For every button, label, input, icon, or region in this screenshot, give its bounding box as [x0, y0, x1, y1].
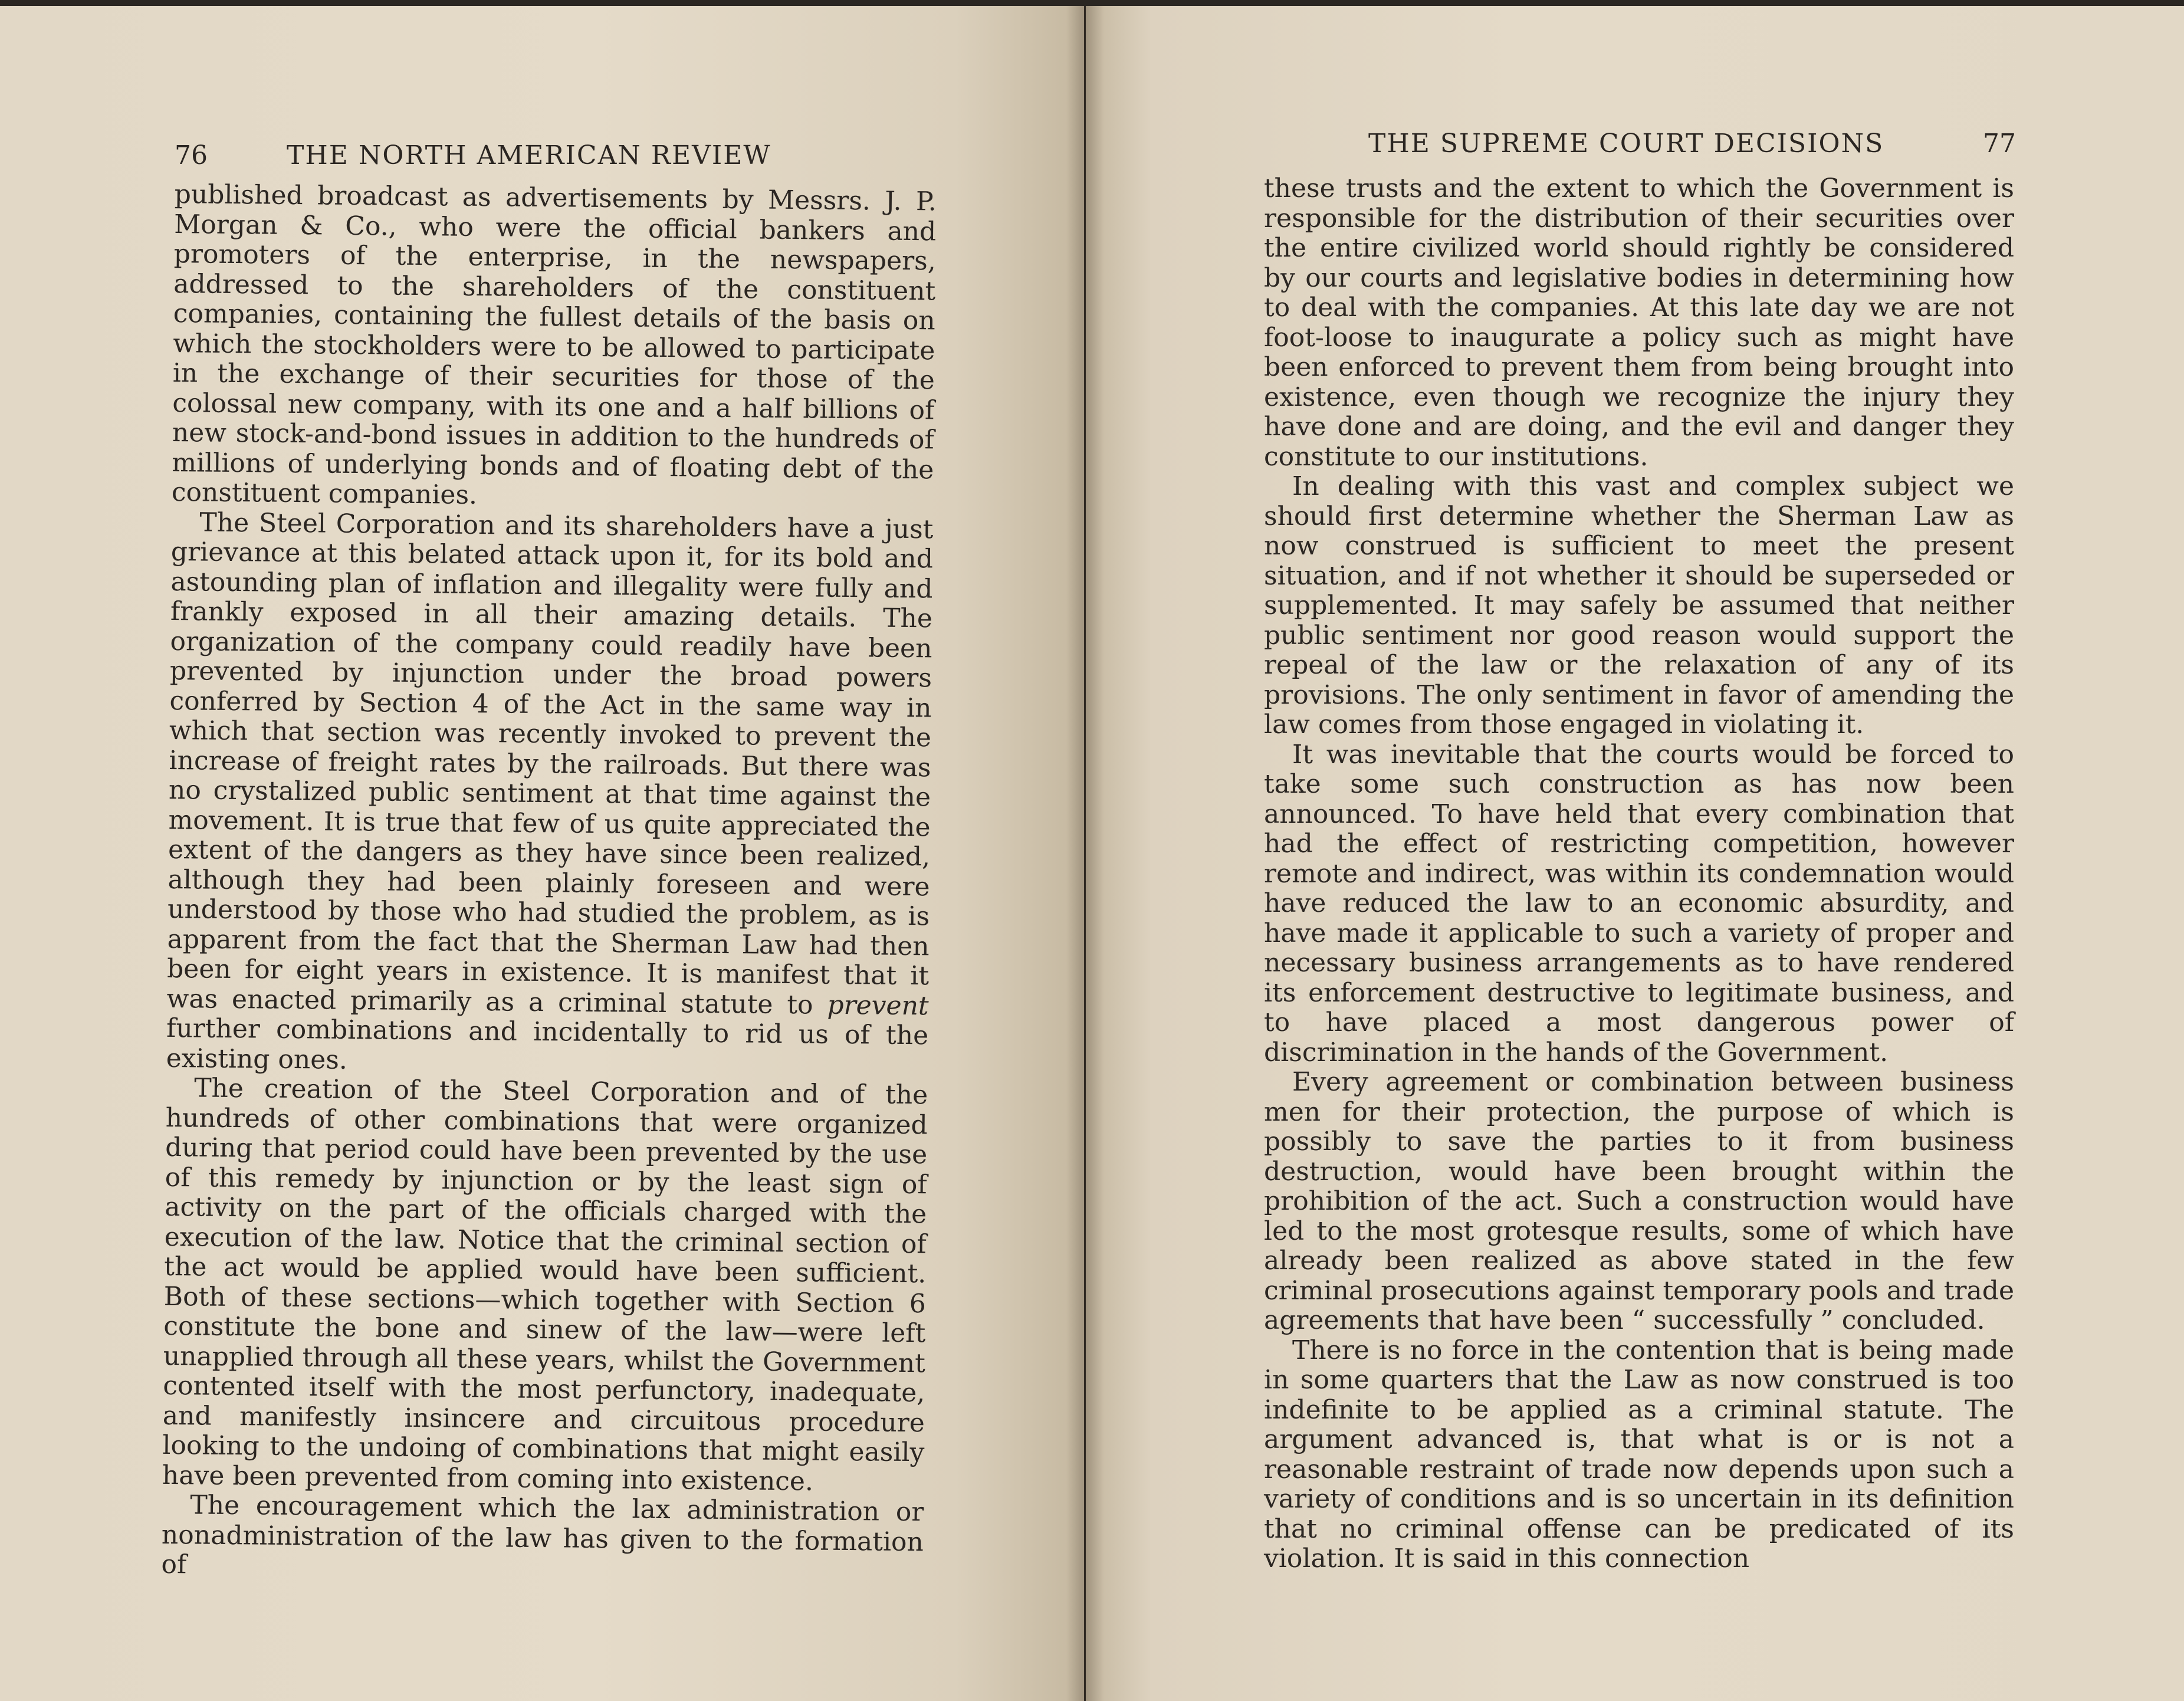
paragraph: The encouragement which the lax administration or nonadministration of the law has given to the formation of: [161, 1490, 924, 1580]
paragraph: It was inevitable that the courts would be forced to take some such construction as has now been announced. To have held that every combination that had the effect of restricting competition, however remote and indirect, was within its condemnation would have reduced the law to an economic absurdity, and have made it applicable to such a variety of proper and necessary business arrangements as to have rendered its enforcement destructive to legitimate business, and to have placed a most dangerous power of discrimination in the hands of the Government.: [1264, 739, 2014, 1068]
italic-word: prevent: [827, 990, 929, 1021]
paragraph: The creation of the Steel Corporation and of the hundreds of other combinations that were organized during that period could have been prevented by the use of this remedy by injunction or by the least sign of activity on the part of the officials charged with the execution of the law. Notice that the criminal section of the act would be applied would have been sufficient. Both of these sections—which together with Section 6 constitute the bone and sinew of the law—were left unapplied through all these years, whilst the Government contented itself with the most perfunctory, inadequate, and manifestly insincere and circuitous procedure looking to the undoing of combinations that might easily have been prevented from coming into existence.: [162, 1073, 928, 1496]
running-head: THE NORTH AMERICAN REVIEW: [287, 140, 771, 170]
paragraph: [166, 507, 933, 1081]
paragraph: these trusts and the extent to which the Government is responsible for the distribution of their securities over the entire civilized world should rightly be considered by our courts and legislative bodies in determining how to deal with the companies. At this late day we are not foot-loose to inaugurate a policy such as might have been enforced to prevent them from being brought into existence, even though we recognize the injury they have done and are doing, and the evil and danger they constitute to our institutions.: [1264, 173, 2014, 472]
page-number: 77: [1983, 129, 2016, 159]
running-head: THE SUPREME COURT DECISIONS: [1368, 129, 1884, 159]
scan-top-edge: [0, 0, 2184, 6]
paragraph: Every agreement or combination between business men for their protection, the purpose of which is possibly to save the parties to it from business destruction, would have been brought within the prohibition of the act. Such a construction would have led to the most grotesque results, some of which have already been realized as above stated in the few criminal prosecutions against temporary pools and trade agreements that have been “ successfully ” concluded.: [1264, 1067, 2014, 1335]
paragraph-text: further combinations and incidentally to rid us of the existing ones.: [166, 1013, 929, 1075]
paragraph: In dealing with this vast and complex subject we should first determine whether the Sherman Law as now construed is sufficient to meet the present situation, and if not whether it should be superseded or supplemented. It may safely be assumed that neither public sentiment nor good reason would support the repeal of the law or the relaxation of any of its provisions. The only sentiment in favor of amending the law comes from those engaged in violating it.: [1264, 471, 2014, 740]
left-page: [0, 0, 1085, 1701]
paragraph-text: The Steel Corporation and its shareholders have a just grievance at this belated attack upon it, for its bold and astounding plan of inflation and illegality were fully and frankly exposed in all their amazing details. The organization of the company could readily have been prevented by injunction under the broad powers conferred by Section 4 of the Act in the same way in which that section was recently invoked to prevent the increase of freight rates by the railroads. But there was no crystalized public sentiment at that time against the movement. It is true that few of us quite appreciated the extent of the dangers as they have since been realized, although they had been plainly foreseen and were understood by those who had studied the problem, as is apparent from the fact that the Sherman Law had then been for eight years in existence. It is manifest that it was enacted primarily as a criminal statute to: [166, 507, 934, 1020]
text-column: [1264, 174, 2014, 1574]
paragraph: published broadcast as advertisements by Messrs. J. P. Morgan & Co., who were the official bankers and promoters of the enterprise, in the newspapers, addressed to the shareholders of the constituent companies, containing the fullest details of the basis on which the stockholders were to be allowed to participate in the exchange of their securities for those of the colossal new company, with its one and a half billions of new stock-and-bond issues in addition to the hundreds of millions of underlying bonds and of floating debt of the constituent companies.: [171, 179, 937, 510]
page-number: 76: [175, 140, 208, 170]
text-column: [161, 180, 937, 1587]
book-spine-line: [1084, 0, 1086, 1701]
paragraph: There is no force in the contention that is being made in some quarters that the Law as now construed is too indefinite to be applied as a criminal statute. The argument advanced is, that what is or is not a reasonable restraint of trade now depends upon such a variety of conditions and is so uncertain in its definition that no criminal offense can be predicated of its violation. It is said in this connection: [1264, 1335, 2014, 1574]
